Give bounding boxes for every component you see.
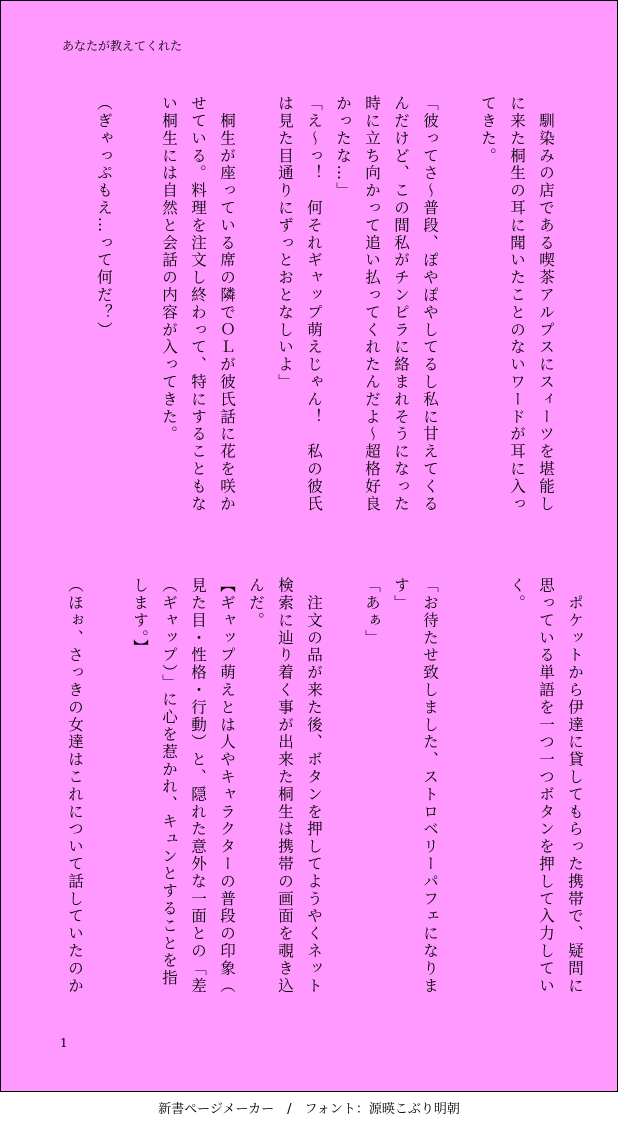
text-line: 注文の品が来た後、ボタンを押してようやくネット [305,577,323,995]
text-line: 馴染みの店である喫茶アルプスにスィーツを堪能し [537,95,555,513]
running-title: あなたが教えてくれた [62,39,183,53]
page-number: 1 [60,1036,68,1050]
text-line: い桐生には自然と会話の内容が入ってきた。 [160,95,178,443]
text-line: 「彼ってさ〜普段、ぽやぽやしてるし私に甘えてくる [421,95,439,513]
text-line: 「お待たせ致しました、ストロベリーパフェになりま [421,577,439,995]
text-line: 検索に辿り着く事が出来た桐生は携帯の画面を覗き込 [276,577,294,995]
text-line: かったな…」 [334,95,352,200]
text-line: に来た桐生の耳に聞いたことのないワードが耳に入っ [508,95,526,513]
footer-credit: 新書ページメーカー / フォント：源暎こぶり明朝 [158,1102,460,1117]
text-line: 「あぁ」 [363,577,381,647]
text-line: てきた。 [479,95,497,165]
text-line: く。 [508,577,526,612]
text-line: （ぎゃっぷもえ…って何だ？） [95,95,113,339]
text-line: せている。料理を注文し終わって、特にすることもな [189,95,207,513]
text-line: んだ。 [247,577,265,630]
text-line: （ほぉ、さっきの女達はこれについて話していたのか [66,577,84,995]
text-line: 【ギャップ萌えとは人やキャラクターの普段の印象（ [218,577,236,995]
text-line: 見た目・性格・行動）と、隠れた意外な一面との「差 [189,577,207,995]
text-line: 「え〜っ！ 何それギャップ萌えじゃん！ 私の彼氏 [305,95,323,513]
text-line: ポケットから伊達に貸してもらった携帯で、疑問に [566,577,584,995]
text-line: 時に立ち向かって追い払ってくれたんだよ〜超格好良 [363,95,381,513]
text-line: します。】 [131,577,149,657]
text-line: 桐生が座っている席の隣でＯＬが彼氏話に花を咲か [218,95,236,513]
text-line: は見た目通りにずっとおとなしいよ」 [276,95,294,391]
text-line: 思っている単語を一つ一つボタンを押して入力してい [537,577,555,995]
text-line: んだけど、この間私がチンピラに絡まれそうになった [392,95,410,513]
text-line: （ギャップ）」に心を惹かれ、キュンとすることを指 [160,577,178,987]
text-line: す」 [392,577,410,612]
